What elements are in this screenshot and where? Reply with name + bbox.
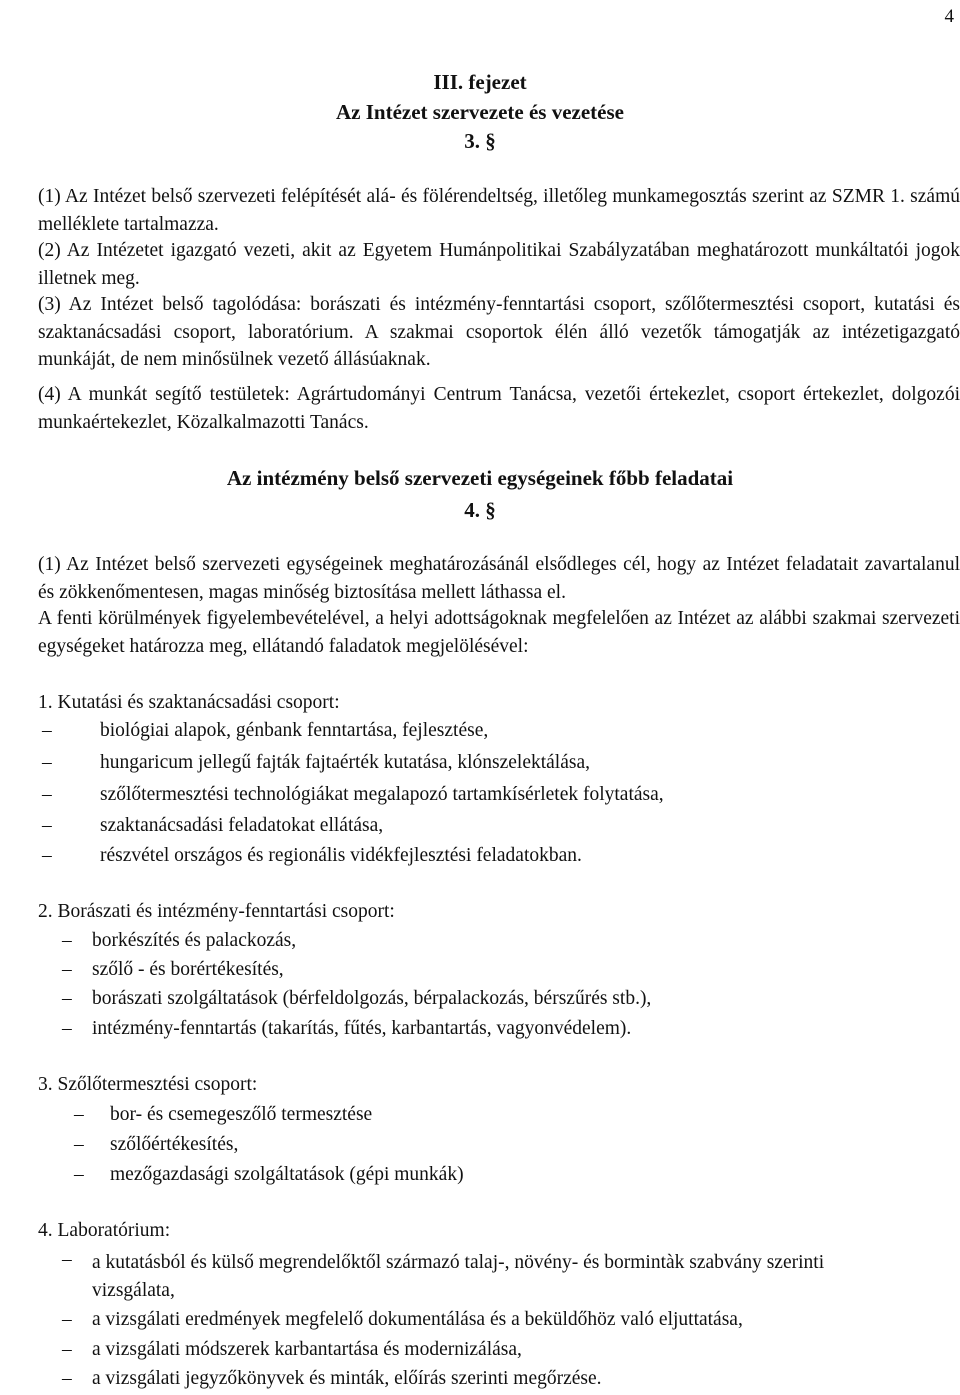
group-2-heading: 2. Borászati és intézmény-fenntartási csoport:	[38, 901, 395, 922]
group-4-heading: 4. Laboratórium:	[38, 1220, 171, 1241]
list-item: mezőgazdasági szolgáltatások (gépi munkák)	[110, 1164, 464, 1185]
dash-icon: –	[62, 1368, 72, 1389]
section-4-paragraph-2: A fenti körülmények figyelembevételével, a helyi adottságoknak megfelelően az Intézet az alábbi szakmai szervezeti egységeket határozza meg, ellátandó faladatok megjelölésével:	[38, 608, 960, 657]
section-3-paragraph-2: (2) Az Intézetet igazgató vezeti, akit az Egyetem Humánpolitikai Szabályzatában meghatározott munkáltatói jogok illetnek meg.	[38, 240, 960, 289]
list-item: intézmény-fenntartás (takarítás, fűtés, karbantartás, vagyonvédelem).	[92, 1018, 632, 1039]
section-4-paragraph-1: (1) Az Intézet belső szervezeti egységeinek meghatározásánál elsődleges cél, hogy az Intézet feladatait zavartalanul és zökkenőmentesen, magas minőség biztosítása mellett láthassa el.	[38, 554, 960, 603]
dash-icon: –	[62, 1249, 72, 1270]
dash-icon: –	[62, 1018, 72, 1039]
dash-icon: –	[42, 845, 52, 866]
list-item: a vizsgálati módszerek karbantartása és modernizálása,	[92, 1339, 522, 1360]
list-item: szőlő - és borértékesítés,	[92, 959, 284, 980]
list-item: bor- és csemegeszőlő termesztése	[110, 1104, 373, 1125]
group-1-heading: 1. Kutatási és szaktanácsadási csoport:	[38, 692, 340, 713]
section-3-paragraph-4: (4) A munkát segítő testületek: Agrártudományi Centrum Tanácsa, vezetői értekezlet, csoport értekezlet, dolgozói munkaértekezlet, Közalkalmazotti Tanács.	[38, 384, 960, 433]
list-item: borkészítés és palackozás,	[92, 930, 297, 951]
dash-icon: –	[62, 930, 72, 951]
section-3-number: 3. §	[464, 129, 496, 153]
section-3-paragraph-3: (3) Az Intézet belső tagolódása: borászati és intézmény-fenntartási csoport, szőlőtermesztési csoport, kutatási és szaktanácsadási csoport, laboratórium. A szakmai csoportok élén álló vezetők támogatják az intézetigazgató munkáját, de nem minősülnek vezető állásúaknak.	[38, 294, 960, 370]
list-item: szőlőtermesztési technológiákat megalapozó tartamkísérletek folytatása,	[100, 784, 664, 805]
list-item: szőlőértékesítés,	[110, 1134, 239, 1155]
dash-icon: –	[42, 815, 52, 836]
list-item: szaktanácsadási feladatokat ellátása,	[100, 815, 384, 836]
dash-icon: –	[74, 1134, 84, 1155]
chapter-title: Az Intézet szervezete és vezetése	[336, 100, 624, 124]
dash-icon: –	[74, 1164, 84, 1185]
list-item: borászati szolgáltatások (bérfeldolgozás, bérpalackozás, bérszűrés stb.),	[92, 988, 652, 1009]
section-4-title: Az intézmény belső szervezeti egységeinek főbb feladatai	[226, 466, 734, 490]
dash-icon: –	[62, 1309, 72, 1330]
list-item: a vizsgálati eredmények megfelelő dokumentálása és a beküldőhöz való eljuttatása,	[92, 1309, 743, 1330]
dash-icon: –	[42, 752, 52, 773]
dash-icon: –	[42, 720, 52, 741]
list-item: a kutatásból és külső megrendelőktől származó talaj-, növény- és bormintàk szabvány szerinti vizsgálata,	[92, 1252, 825, 1301]
list-item: a vizsgálati jegyzőkönyvek és minták, előírás szerinti megőrzése.	[92, 1368, 602, 1389]
chapter-label: III. fejezet	[433, 70, 527, 94]
section-4-number: 4. §	[464, 498, 496, 522]
dash-icon: –	[62, 1339, 72, 1360]
dash-icon: –	[42, 784, 52, 805]
section-3-paragraph-1: (1) Az Intézet belső szervezeti felépítését alá- és fölérendeltség, illetőleg munkamegosztás szerint az SZMR 1. számú melléklete tartalmazza.	[38, 186, 960, 235]
group-3-heading: 3. Szőlőtermesztési csoport:	[38, 1074, 258, 1095]
list-item: hungaricum jellegű fajták fajtaérték kutatása, klónszelektálása,	[100, 752, 590, 773]
list-item: biológiai alapok, génbank fenntartása, fejlesztése,	[100, 720, 489, 741]
dash-icon: –	[62, 959, 72, 980]
page-number: 4	[944, 6, 954, 27]
dash-icon: –	[74, 1104, 84, 1125]
list-item: részvétel országos és regionális vidékfejlesztési feladatokban.	[100, 845, 582, 866]
dash-icon: –	[62, 988, 72, 1009]
